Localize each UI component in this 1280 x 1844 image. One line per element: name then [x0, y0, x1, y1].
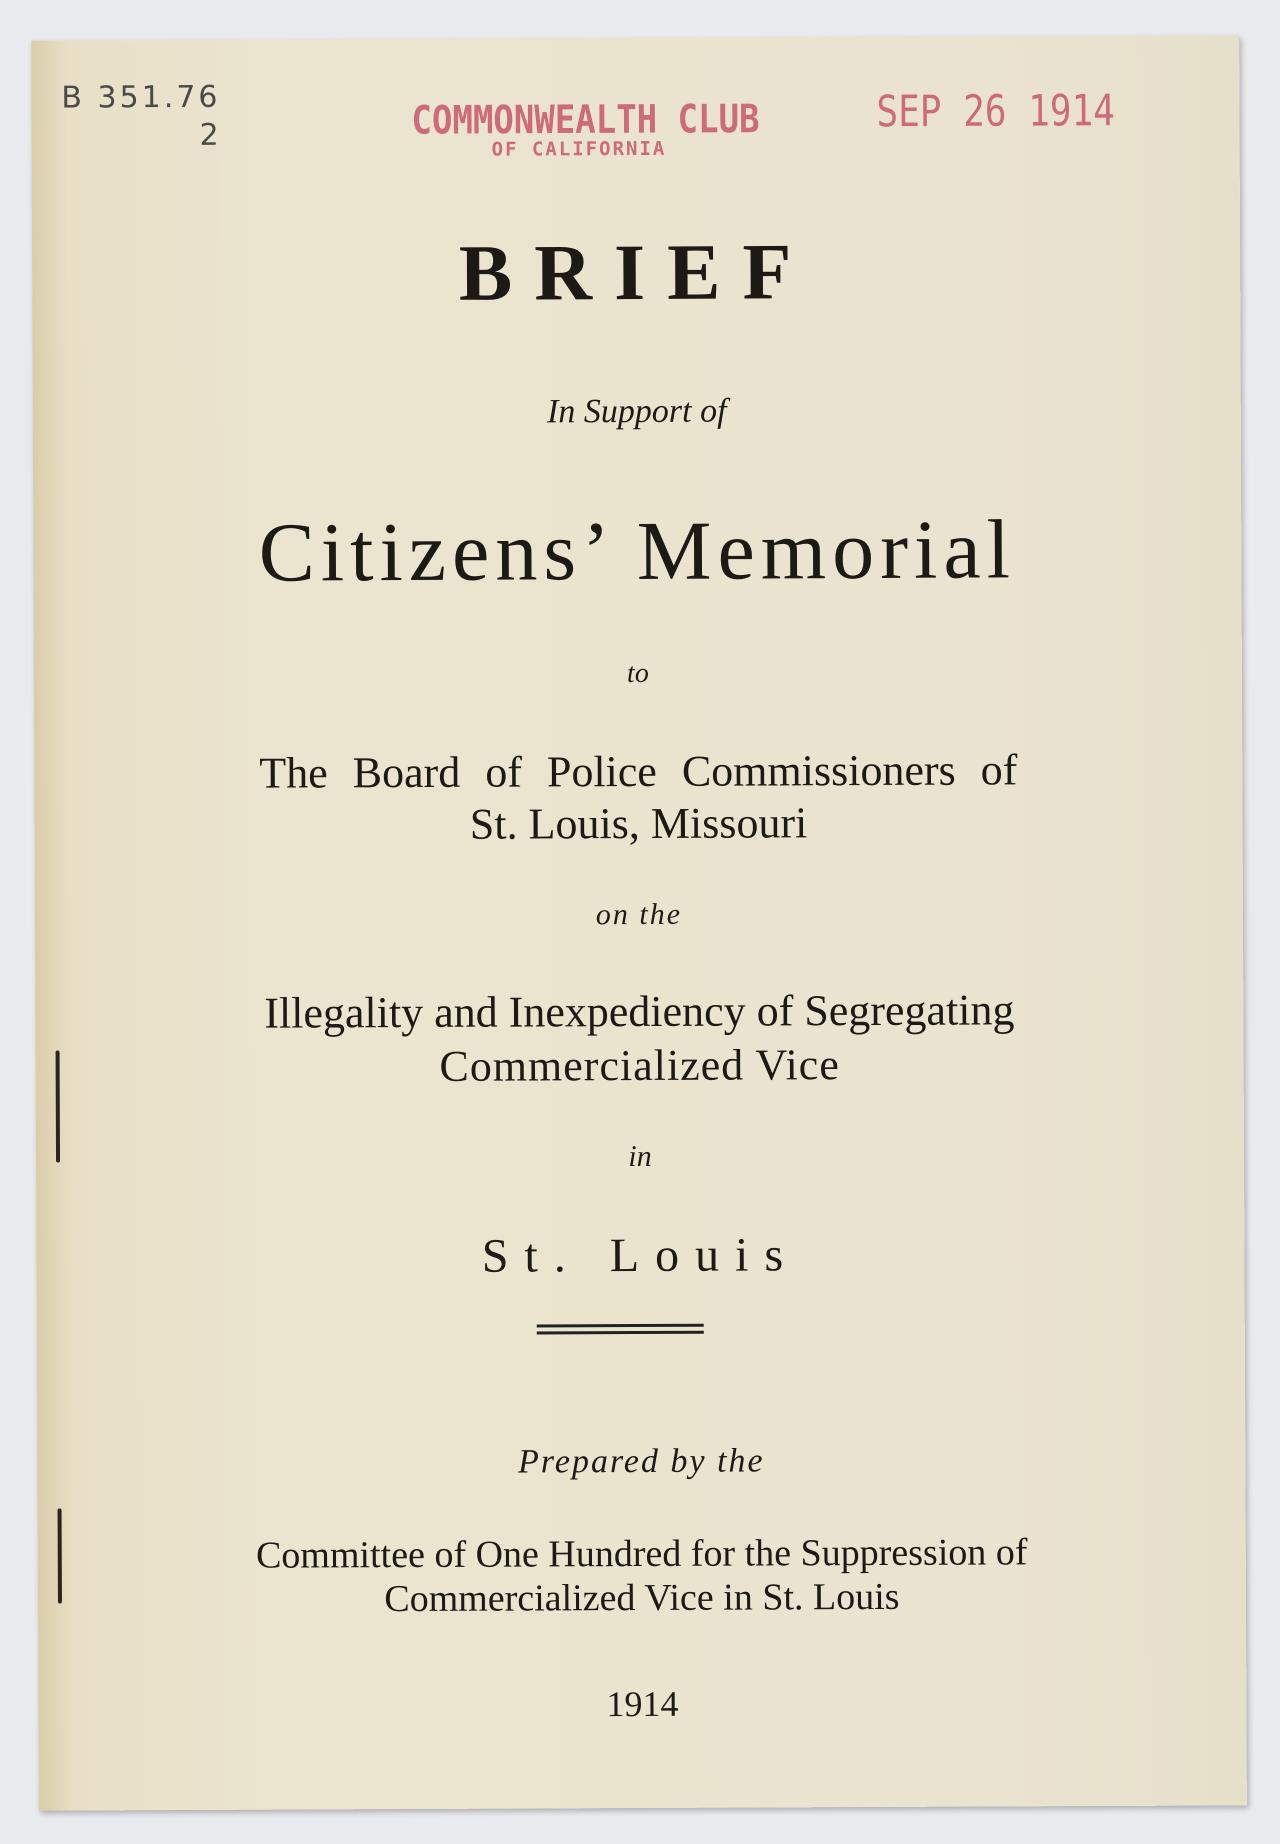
cover-on-the: on the — [595, 897, 683, 932]
cover-main-title: Citizens’ Memorial — [258, 503, 1017, 600]
cover-title: BRIEF — [458, 228, 814, 318]
cover-to: to — [626, 657, 649, 690]
double-rule-top — [537, 1324, 704, 1328]
cover-topic-line1: Illegality and Inexpediency of Segregating — [264, 985, 1015, 1038]
booklet-cover — [31, 35, 1247, 1810]
cover-place: St. Louis — [481, 1228, 800, 1283]
stamp-date: SEP 26 1914 — [876, 86, 1115, 138]
cover-author-line2: Commercialized Vice in St. Louis — [384, 1575, 900, 1621]
cover-recipient-line2: St. Louis, Missouri — [469, 798, 808, 849]
cover-in: in — [628, 1139, 652, 1174]
stamp-club-location: OF CALIFORNIA — [491, 137, 667, 161]
handwritten-call-number: B 351.76 — [61, 79, 221, 116]
cover-topic-line2: Commercialized Vice — [439, 1040, 840, 1091]
double-rule-bottom — [537, 1331, 704, 1335]
cover-year: 1914 — [606, 1683, 679, 1725]
cover-prepared-by: Prepared by the — [518, 1442, 765, 1481]
handwritten-copy-number: 2 — [199, 117, 222, 153]
cover-subtitle: In Support of — [546, 392, 727, 431]
cover-recipient-line1: The Board of Police Commissioners of — [259, 745, 1018, 798]
cover-author-line1: Committee of One Hundred for the Suppression of — [255, 1531, 1028, 1577]
stamp-club-name: COMMONWEALTH CLUB — [411, 96, 760, 144]
staple-bottom — [58, 1509, 62, 1604]
staple-top — [56, 1051, 60, 1163]
